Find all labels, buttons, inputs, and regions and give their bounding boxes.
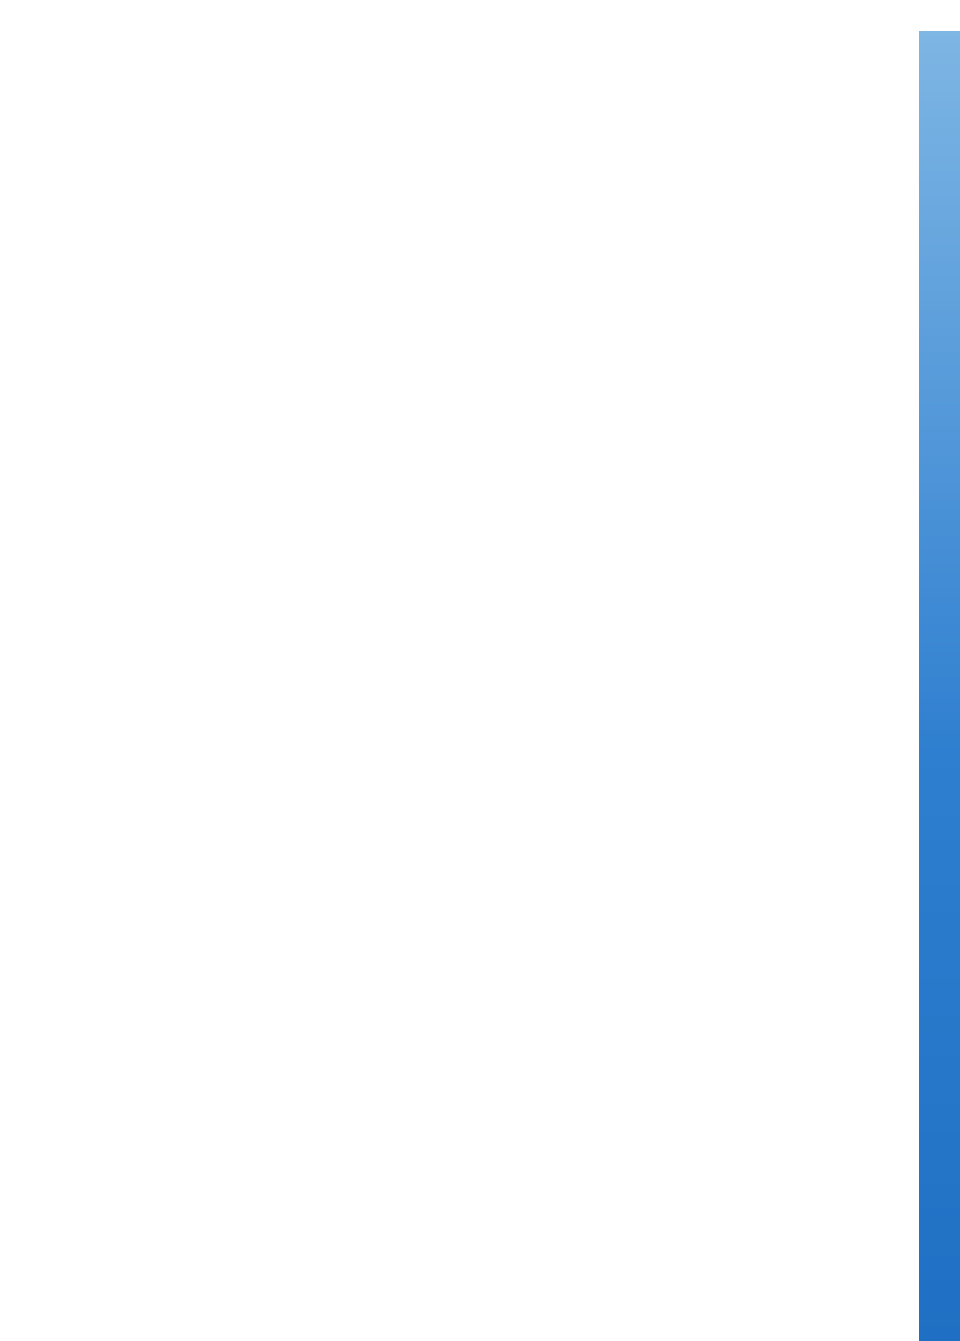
section-title-kaaviot xyxy=(4,340,858,362)
toc-figures-section xyxy=(4,340,858,363)
side-color-band xyxy=(919,31,960,1341)
page-number xyxy=(900,0,960,20)
